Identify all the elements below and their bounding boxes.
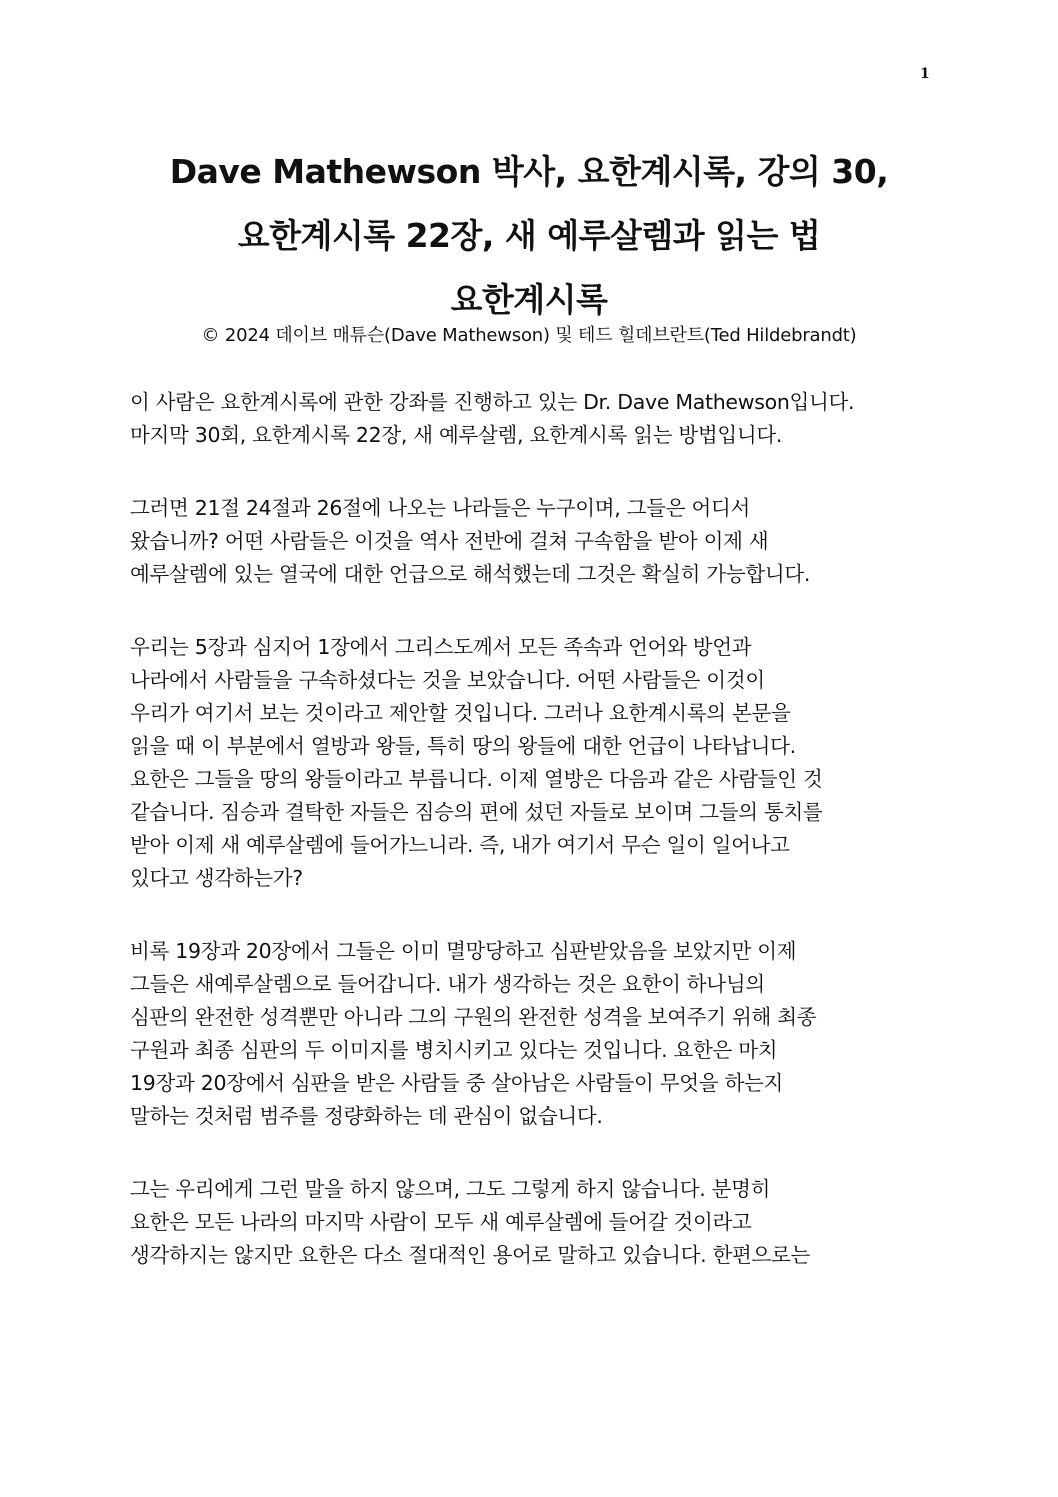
text-line: 그는 우리에게 그런 말을 하지 않으며, 그도 그렇게 하지 않습니다. 분명히 bbox=[130, 1177, 771, 1201]
text-line: 예루살렘에 있는 열국에 대한 언급으로 해석했는데 그것은 확실히 가능합니다. bbox=[130, 562, 811, 586]
text-line: 있다고 생각하는가? bbox=[130, 866, 303, 890]
text-line: 우리는 5장과 심지어 1장에서 그리스도께서 모든 족속과 언어와 방언과 bbox=[130, 635, 752, 659]
text-line: 비록 19장과 20장에서 그들은 이미 멸망당하고 심판받았음을 보았지만 이제 bbox=[130, 939, 797, 963]
paragraph bbox=[130, 631, 940, 895]
text-line: 받아 이제 새 예루살렘에 들어가느니라. 즉, 내가 여기서 무슨 일이 일어나고 bbox=[130, 833, 790, 857]
paragraph bbox=[130, 386, 940, 452]
title-line: 요한계시록 22장, 새 예루살렘과 읽는 법 bbox=[237, 216, 821, 255]
text-line: 읽을 때 이 부분에서 열방과 왕들, 특히 땅의 왕들에 대한 언급이 나타납니다. bbox=[130, 734, 796, 758]
text-line: 생각하지는 않지만 요한은 다소 절대적인 용어로 말하고 있습니다. 한편으로는 bbox=[130, 1243, 811, 1267]
text-line: 이 사람은 요한계시록에 관한 강좌를 진행하고 있는 Dr. Dave Mathewson입니다. bbox=[130, 390, 855, 414]
title-line: Dave Mathewson 박사, 요한계시록, 강의 30, bbox=[169, 152, 889, 191]
text-line: 말하는 것처럼 범주를 정량화하는 데 관심이 없습니다. bbox=[130, 1104, 603, 1128]
text-line: 왔습니까? 어떤 사람들은 이것을 역사 전반에 걸쳐 구속함을 받아 이제 새 bbox=[130, 529, 769, 553]
text-line: 마지막 30회, 요한계시록 22장, 새 예루살렘, 요한계시록 읽는 방법입니다. bbox=[130, 423, 783, 447]
text-line: 우리가 여기서 보는 것이라고 제안할 것입니다. 그러나 요한계시록의 본문을 bbox=[130, 701, 791, 725]
text-line: 그들은 새예루살렘으로 들어갑니다. 내가 생각하는 것은 요한이 하나님의 bbox=[130, 972, 765, 996]
paragraph bbox=[130, 1173, 940, 1272]
text-line: 요한은 그들을 땅의 왕들이라고 부릅니다. 이제 열방은 다음과 같은 사람들인 것 bbox=[130, 767, 823, 791]
text-line: 같습니다. 짐승과 결탁한 자들은 짐승의 편에 섰던 자들로 보이며 그들의 통치를 bbox=[130, 800, 823, 824]
text-line: 구원과 최종 심판의 두 이미지를 병치시키고 있다는 것입니다. 요한은 마치 bbox=[130, 1038, 778, 1062]
page-number: 1 bbox=[920, 66, 930, 82]
copyright-notice: © 2024 데이브 매튜슨(Dave Mathewson) 및 테드 힐데브란트(Ted Hildebrandt) bbox=[201, 325, 857, 346]
text-line: 그러면 21절 24절과 26절에 나오는 나라들은 누구이며, 그들은 어디서 bbox=[130, 496, 750, 520]
body-text bbox=[130, 386, 940, 1312]
title-line: 요한계시록 bbox=[450, 280, 608, 319]
paragraph bbox=[130, 492, 940, 591]
text-line: 심판의 완전한 성격뿐만 아니라 그의 구원의 완전한 성격을 보여주기 위해 최종 bbox=[130, 1005, 817, 1029]
text-line: 19장과 20장에서 심판을 받은 사람들 중 살아남은 사람들이 무엇을 하는지 bbox=[130, 1071, 784, 1095]
text-line: 요한은 모든 나라의 마지막 사람이 모두 새 예루살렘에 들어갈 것이라고 bbox=[130, 1210, 752, 1234]
document-title bbox=[100, 140, 958, 332]
paragraph bbox=[130, 935, 940, 1133]
text-line: 나라에서 사람들을 구속하셨다는 것을 보았습니다. 어떤 사람들은 이것이 bbox=[130, 668, 765, 692]
